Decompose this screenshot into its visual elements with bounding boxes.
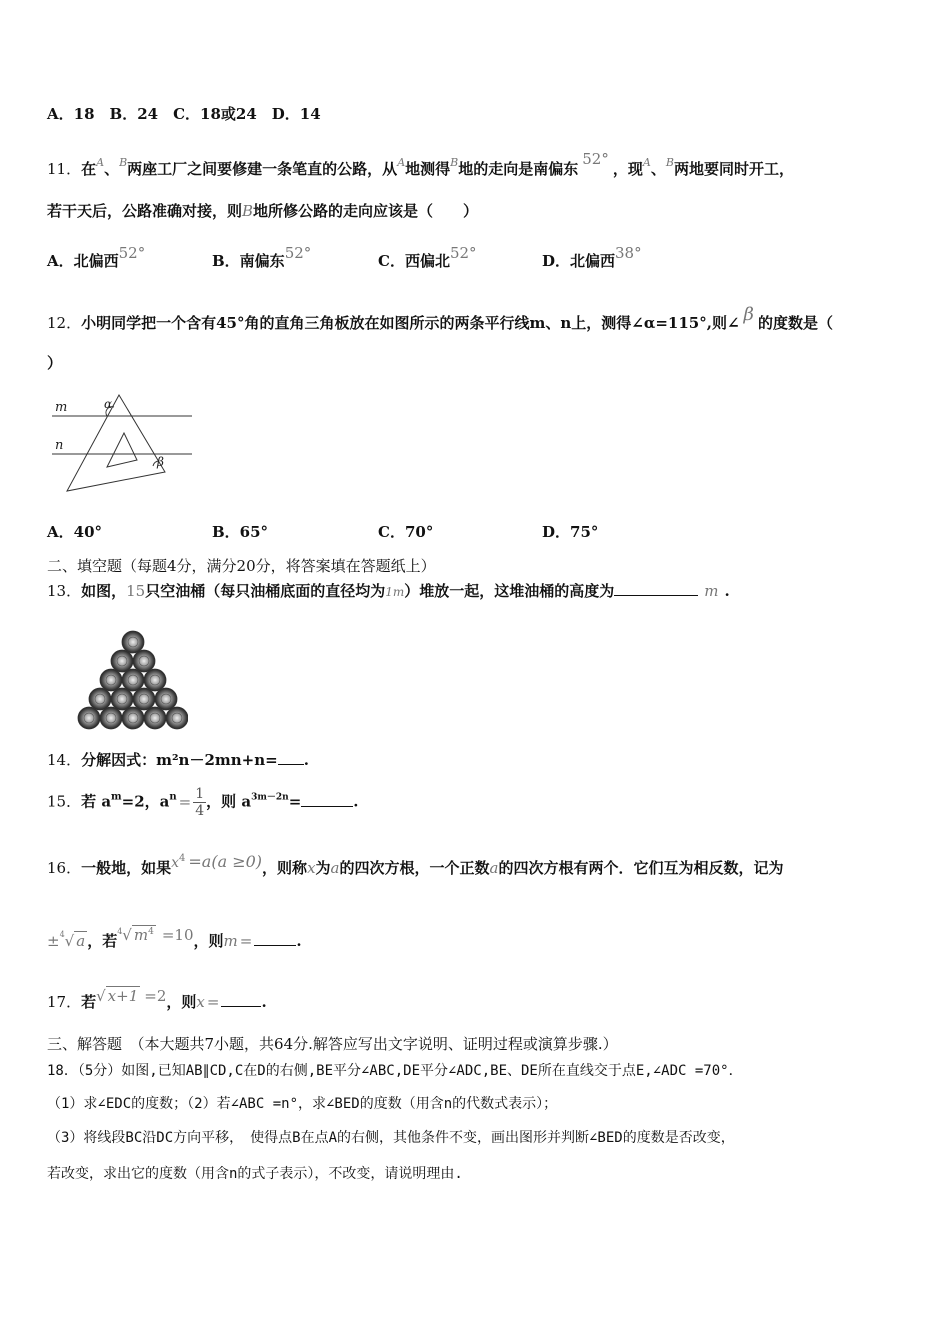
oil-barrel (144, 707, 166, 729)
q16-answer-blank[interactable] (254, 933, 296, 946)
q12-option-b: B．65° (212, 523, 269, 541)
label-beta: β (157, 455, 164, 469)
label-alpha: α (104, 397, 113, 411)
section-2-title: 二、填空题（每题4分，满分20分，将答案填在答题纸上） (47, 557, 436, 575)
q16-line1: 16．一般地，如果$x^4 =a(a \ge 0)$，则称x为a的四次方根，一个正数a的四次方根有两个．它们互为相反数，记为 (47, 852, 784, 877)
big-triangle (67, 395, 165, 491)
q14-answer-blank[interactable] (278, 752, 304, 765)
q18-line2: （1）求∠EDC的度数；（2）若∠ABC =n°，求∠BED的度数（用含n的代数式表示）； (47, 1096, 558, 1112)
q16-number: 16． (47, 859, 82, 877)
q16-line2: ±$^4$√ a ，若$^4$√ $m^4 =10$，则m = . (47, 926, 302, 950)
q12-line1: 12．小明同学把一个含有45°角的直角三角板放在如图所示的两条平行线m、n上，测得∠α=115°,则∠ β 的度数是（ (47, 304, 833, 332)
q12-option-d: D．75° (542, 523, 599, 541)
q12-figure (47, 393, 197, 496)
q11-option-a: A．北偏西52° (47, 244, 146, 270)
q10-options: A．18 B．24 C．18或24 D．14 (47, 105, 321, 123)
q16-radicand: $m^4$ (133, 926, 154, 944)
oil-barrel (100, 669, 122, 691)
oil-barrel (122, 631, 144, 653)
q13-oil-barrels-figure (70, 618, 188, 730)
oil-barrel (144, 669, 166, 691)
oil-barrel (78, 707, 100, 729)
q11-option-d: D．北偏西38° (542, 244, 642, 270)
q13-number: 13． (47, 582, 82, 600)
q17-number: 17． (47, 993, 82, 1011)
oil-barrel (166, 707, 188, 729)
oil-barrel (111, 650, 133, 672)
oil-barrel (100, 707, 122, 729)
q12-close-paren: ） (47, 354, 63, 372)
oil-barrel (133, 688, 155, 710)
q13-answer-blank[interactable] (614, 583, 698, 596)
q15-number: 15． (47, 792, 82, 811)
oil-barrel (133, 650, 155, 672)
q12-option-c: C．70° (378, 523, 434, 541)
q18-line4: 若改变，求出它的度数（用含n的式子表示），不改变，请说明理由. (47, 1166, 463, 1182)
small-triangle (107, 433, 137, 467)
label-n: n (55, 438, 64, 453)
q11-line2: 若干天后，公路准确对接，则B地所修公路的走向应该是（ ） (47, 202, 479, 220)
q12-option-a: A．40° (47, 523, 103, 541)
q15-line: 15．若 $a^m=2$，$a^n$ = $\frac{1}{4}$ ，则 $a^{3m-2n}=$ . (47, 786, 359, 819)
q17-answer-blank[interactable] (221, 994, 261, 1007)
label-m: m (55, 400, 68, 415)
q15-answer-blank[interactable] (301, 794, 353, 807)
oil-barrel (155, 688, 177, 710)
q11-option-b: B．南偏东52° (212, 244, 312, 270)
q17-line: 17．若√ x+1 =2，则x = . (47, 987, 267, 1011)
oil-barrel (122, 669, 144, 691)
q11-line1: 11．在$^A$、$^B$两座工厂之间要修建一条笔直的公路，从$^A$地测得$^B$地的走向是南偏东52°，现$^A$、$^B$两地要同时开工， (47, 150, 794, 178)
q12-number: 12． (47, 314, 82, 332)
q13-line: 13．如图，15只空油桶（每只油桶底面的直径均为1m）堆放一起，这堆油桶的高度为 m . (47, 582, 730, 600)
q18-line3: （3）将线段BC沿DC方向平移， 使得点B在点A的右侧，其他条件不变，画出图形并判断∠BED的度数是否改变， (47, 1130, 735, 1146)
q11-option-c: C．西偏北52° (378, 244, 477, 270)
oil-barrel (122, 707, 144, 729)
q11-number: 11． (47, 160, 82, 178)
q15-fraction: $\frac{1}{4}$ (195, 786, 205, 819)
q18-line1: 18．（5分）如图,已知AB∥CD,C在D的右侧,BE平分∠ABC,DE平分∠ADC,BE、DE所在直线交于点E,∠ADC =70°． (47, 1063, 743, 1079)
oil-barrel (111, 688, 133, 710)
section-3-title: 三、解答题 （本大题共7小题，共64分.解答应写出文字说明、证明过程或演算步骤.） (47, 1035, 618, 1053)
q14-line: 14．分解因式：m²n－2mn+n= . (47, 751, 309, 769)
q14-number: 14． (47, 751, 82, 769)
oil-barrel (89, 688, 111, 710)
